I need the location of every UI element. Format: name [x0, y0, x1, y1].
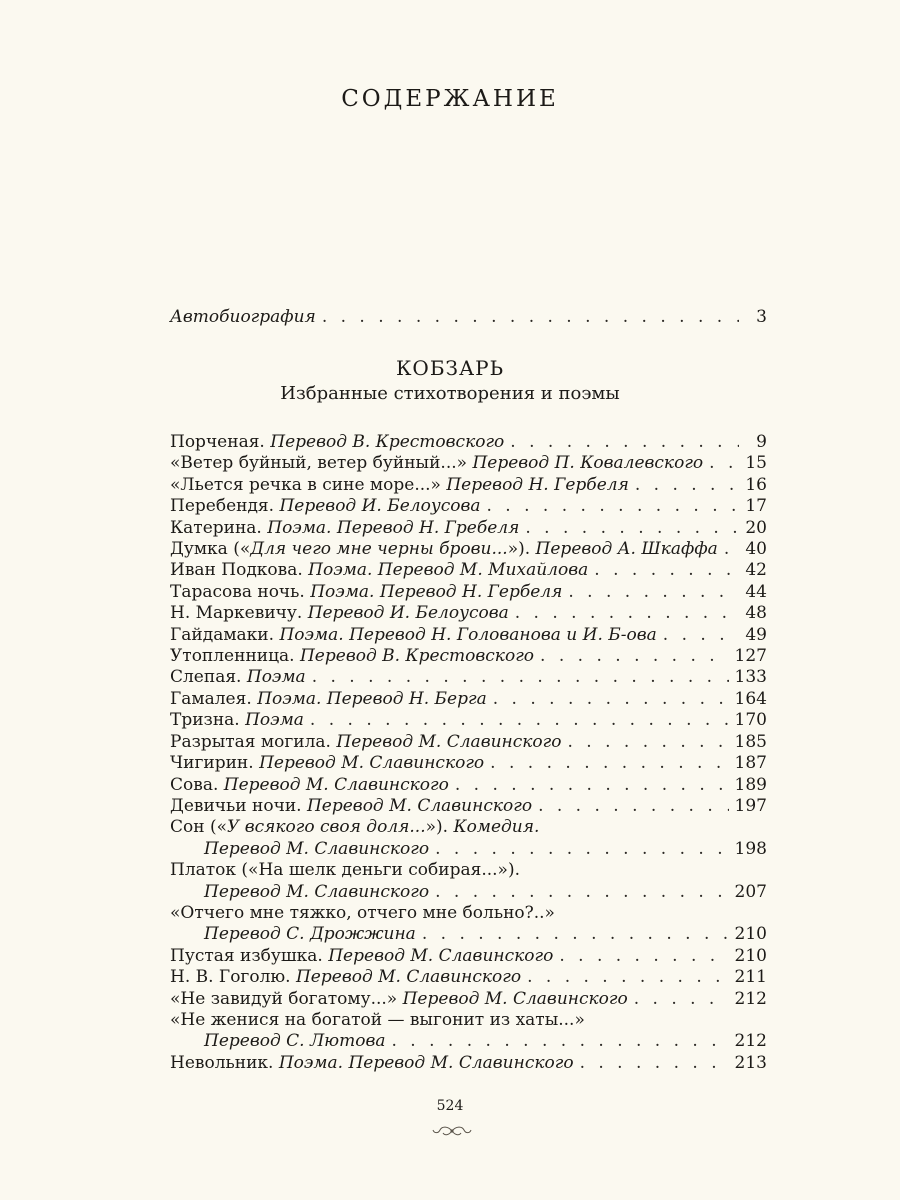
toc-entry[interactable] [170, 603, 767, 624]
toc-page-number: 189 [734, 774, 767, 795]
dot-leader [594, 560, 739, 581]
toc-entry-title: Сова. Перевод М. Славинского [170, 774, 449, 795]
toc-entry[interactable] [170, 1053, 767, 1074]
dot-leader [709, 453, 739, 474]
toc-entry-multiline[interactable] [170, 817, 767, 860]
toc-page-number: 185 [734, 731, 767, 752]
toc-entry[interactable] [170, 775, 767, 796]
toc-entry-title: Невольник. Поэма. Перевод М. Славинского [170, 1052, 574, 1073]
toc-page-number: 40 [745, 539, 767, 560]
page-title: СОДЕРЖАНИЕ [341, 86, 559, 112]
toc-entry[interactable] [170, 453, 767, 474]
page-number: 524 [436, 1098, 464, 1114]
dot-leader [634, 989, 729, 1010]
dot-leader [422, 924, 729, 945]
dot-leader [635, 475, 739, 496]
toc-entry-title: Н. В. Гоголю. Перевод М. Славинского [170, 967, 522, 988]
toc-entry-translator: Перевод С. Дрожжина [204, 924, 416, 945]
toc-entry-title: Гамалея. Поэма. Перевод Н. Берга [170, 688, 487, 709]
toc-entry[interactable] [170, 625, 767, 646]
toc-entry-translator: Перевод М. Славинского [204, 881, 430, 902]
dot-leader [312, 667, 729, 688]
toc-page-number: 210 [734, 924, 767, 945]
toc-page-number: 197 [734, 795, 767, 816]
toc-entry-title: Утопленница. Перевод В. Крестовского [170, 646, 535, 667]
toc-entry[interactable] [170, 518, 767, 539]
toc-entry-multiline[interactable] [170, 903, 767, 946]
dot-leader [568, 582, 739, 603]
toc-entry-title: Девичьи ночи. Перевод М. Славинского [170, 795, 533, 816]
toc-entry-title: Иван Подкова. Поэма. Перевод М. Михайлова [170, 560, 589, 581]
toc-entry-multiline[interactable] [170, 1010, 767, 1053]
dot-leader [392, 1031, 729, 1052]
toc-page-number: 210 [734, 945, 767, 966]
dot-leader [527, 967, 728, 988]
toc-entry-title: Автобиография [170, 307, 316, 327]
dot-leader [455, 775, 729, 796]
toc-entry-title: Катерина. Поэма. Перевод Н. Гребеля [170, 517, 520, 538]
dot-leader [493, 689, 729, 710]
toc-entry[interactable] [170, 432, 767, 453]
dot-leader [580, 1053, 729, 1074]
toc-entry-title: «Не женися на богатой — выгонит из хаты...» [170, 1009, 585, 1030]
dot-leader [435, 882, 728, 903]
toc-entry[interactable] [170, 710, 767, 731]
toc-page-number: 213 [734, 1052, 767, 1073]
toc-entry[interactable] [170, 732, 767, 753]
toc-entry[interactable] [170, 689, 767, 710]
section-title: КОБЗАРЬ [395, 356, 505, 380]
toc-entry[interactable] [170, 796, 767, 817]
dot-leader [435, 839, 728, 860]
toc-entry-multiline[interactable] [170, 860, 767, 903]
toc-entry-title: Тарасова ночь. Поэма. Перевод Н. Гербеля [170, 581, 563, 602]
section-subtitle: Избранные стихотворения и поэмы [280, 383, 620, 404]
toc-entry-autobiography[interactable] [170, 307, 767, 327]
toc-page-number: 212 [734, 988, 767, 1009]
toc-page-number: 15 [745, 453, 767, 474]
dot-leader [724, 539, 739, 560]
dot-leader [663, 625, 739, 646]
dot-leader [540, 646, 729, 667]
dot-leader [310, 710, 729, 731]
scroll-ornament-icon [432, 1124, 472, 1138]
toc-entry-title: Сон («У всякого своя доля...»). Комедия. [170, 817, 540, 838]
toc-entry[interactable] [170, 753, 767, 774]
toc-entry-title: Порченая. Перевод В. Крестовского [170, 432, 505, 452]
toc-entry-title: «Не завидуй богатому...» Перевод М. Славинского [170, 988, 628, 1009]
toc-entry[interactable] [170, 539, 767, 560]
dot-leader [525, 518, 739, 539]
toc-entry[interactable] [170, 989, 767, 1010]
toc-page-number: 49 [745, 624, 767, 645]
toc-entry[interactable] [170, 475, 767, 496]
toc-entry-title: Чигирин. Перевод М. Славинского [170, 753, 485, 774]
toc-page-number: 42 [745, 560, 767, 581]
toc-entry[interactable] [170, 560, 767, 581]
toc-page-number: 198 [734, 838, 767, 859]
table-of-contents [170, 432, 767, 1074]
toc-entry[interactable] [170, 667, 767, 688]
toc-entry-title: Слепая. Поэма [170, 667, 306, 688]
dot-leader [538, 796, 728, 817]
toc-entry-title: Тризна. Поэма [170, 710, 304, 731]
toc-page-number: 164 [734, 688, 767, 709]
toc-entry[interactable] [170, 496, 767, 517]
toc-entry-title: Думка («Для чего мне черны брови...»). Перевод А. Шкаффа [170, 539, 718, 560]
dot-leader [510, 432, 739, 453]
dot-leader [559, 946, 728, 967]
toc-page-number: 212 [734, 1031, 767, 1052]
dot-leader [322, 307, 739, 327]
toc-page-number: 9 [756, 432, 767, 452]
toc-page-number: 207 [734, 881, 767, 902]
dot-leader [490, 753, 728, 774]
toc-entry-title: Разрытая могила. Перевод М. Славинского [170, 731, 562, 752]
dot-leader [515, 603, 739, 624]
toc-page-number: 44 [745, 581, 767, 602]
toc-entry-translator: Перевод С. Лютова [204, 1031, 386, 1052]
toc-page-number: 187 [734, 753, 767, 774]
dot-leader [567, 732, 728, 753]
toc-entry-title: Пустая избушка. Перевод М. Славинского [170, 945, 554, 966]
toc-page-number: 211 [734, 967, 767, 988]
toc-entry[interactable] [170, 967, 767, 988]
toc-page-number: 3 [756, 307, 767, 327]
toc-entry-title: «Ветер буйный, ветер буйный...» Перевод П. Ковалевского [170, 453, 704, 474]
toc-entry-title: Платок («На шелк деньги собирая...»). [170, 860, 520, 881]
toc-page-number: 16 [745, 474, 767, 495]
toc-entry-translator: Перевод М. Славинского [204, 838, 430, 859]
toc-page-number: 17 [745, 496, 767, 517]
toc-entry[interactable] [170, 582, 767, 603]
dot-leader [487, 496, 740, 517]
toc-entry-title: «Отчего мне тяжко, отчего мне больно?..» [170, 902, 555, 923]
toc-entry-title: «Льется речка в сине море...» Перевод Н. Гербеля [170, 474, 629, 495]
toc-page-number: 170 [734, 710, 767, 731]
toc-page-number: 127 [734, 646, 767, 667]
toc-page-number: 48 [745, 603, 767, 624]
toc-entry-title: Гайдамаки. Поэма. Перевод Н. Голованова и И. Б-ова [170, 624, 657, 645]
toc-entry-title: Н. Маркевичу. Перевод И. Белоусова [170, 603, 509, 624]
toc-entry-title: Перебендя. Перевод И. Белоусова [170, 496, 481, 517]
toc-page-number: 133 [734, 667, 767, 688]
toc-page-number: 20 [745, 517, 767, 538]
toc-entry[interactable] [170, 946, 767, 967]
toc-entry[interactable] [170, 646, 767, 667]
